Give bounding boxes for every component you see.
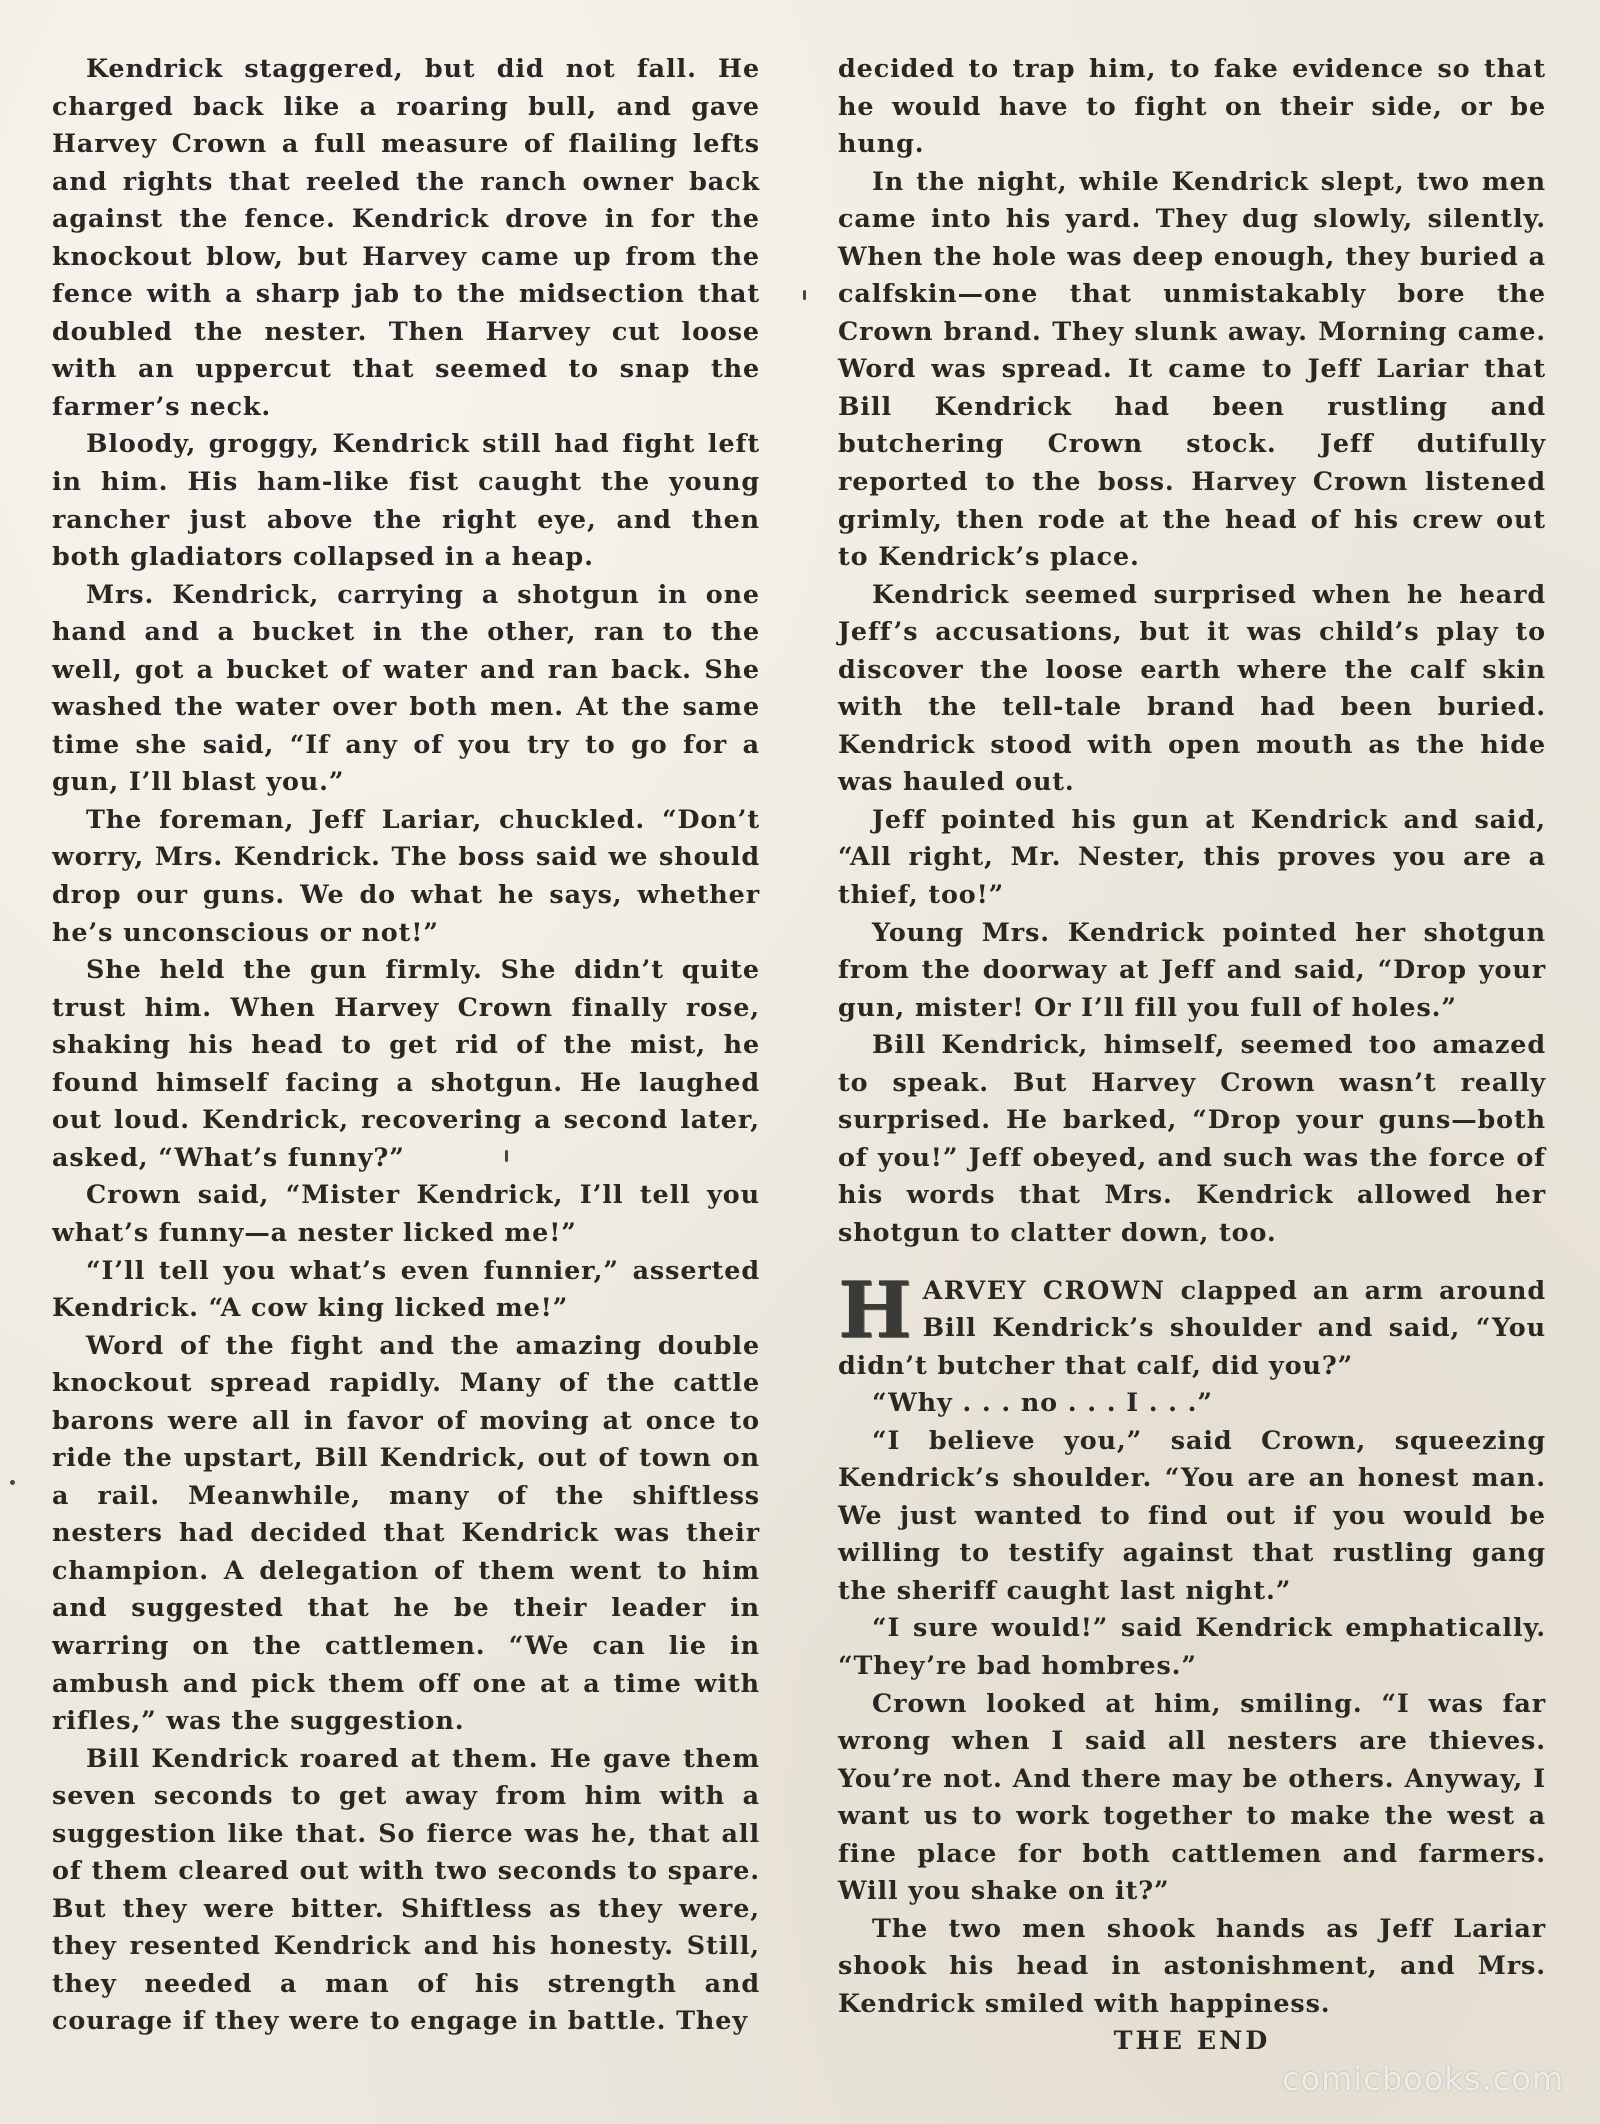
watermark-text: comicbooks.com xyxy=(1281,2060,1564,2098)
story-paragraph: “I sure would!” said Kendrick emphatically. “They’re bad hombres.” xyxy=(838,1612,1546,1680)
story-paragraph: The foreman, Jeff Lariar, chuckled. “Don’t worry, Mrs. Kendrick. The boss said we should drop our guns. We do what he says, whether he’s unconscious or not!” xyxy=(52,803,760,947)
story-paragraph: Young Mrs. Kendrick pointed her shotgun from the doorway at Jeff and said, “Drop your gun, mister! Or I’ll fill you full of holes.” xyxy=(838,916,1546,1022)
story-paragraph: Word of the fight and the amazing double knockout spread rapidly. Many of the cattle barons were all in favor of moving at once to ride the upstart, Bill Kendrick, out of town on a rail. Meanwhile, many of the shiftless nesters had decided that Kendrick was their champion. A delegation of them went to him and suggested that he be their leader in warring on the cattlemen. “We can lie in ambush and pick them off one at a time with rifles,” was the suggestion. xyxy=(52,1329,760,1736)
story-paragraph: “I believe you,” said Crown, squeezing Kendrick’s shoulder. “You are an honest man. We just wanted to find out if you would be willing to testify against that rustling gang the sheriff caught last night.” xyxy=(838,1424,1546,1605)
story-paragraph: Crown said, “Mister Kendrick, I’ll tell you what’s funny—a nester licked me!” xyxy=(52,1179,760,1247)
story-paragraph: Bill Kendrick roared at them. He gave them seven seconds to get away from him with a suggestion like that. So fierce was he, that all of them cleared out with two seconds to spare. But they were bitter. Shiftless as they were, they resented Kendrick and his honesty. Still, they needed a man of his strength and courage if they were to engage in battle. They xyxy=(52,1742,760,2036)
paper-speck xyxy=(803,290,806,300)
story-paragraph: decided to trap him, to fake evidence so that he would have to fight on their side, or be hung. xyxy=(838,53,1546,159)
lead-caps: ARVEY CROWN xyxy=(922,1274,1166,1305)
story-paragraph: In the night, while Kendrick slept, two men came into his yard. They dug slowly, silently. When the hole was deep enough, they buried a calfskin—one that unmistakably bore the Crown brand. They slunk away. Morning came. Word was spread. It came to Jeff Lariar that Bill Kendrick had been rustling and butchering Crown stock. Jeff dutifully reported to the boss. Harvey Crown listened grimly, then rode at the head of his crew out to Kendrick’s place. xyxy=(838,165,1546,572)
right-column xyxy=(838,50,1546,2060)
left-column xyxy=(52,50,760,2040)
opening-text: clapped an arm around Bill Kendrick’s shoulder and said, “You didn’t butcher that calf, did you?” xyxy=(838,1274,1546,1380)
story-paragraph: Jeff pointed his gun at Kendrick and said, “All right, Mr. Nester, this proves you are a thief, too!” xyxy=(838,803,1546,910)
story-paragraph: Kendrick seemed surprised when he heard Jeff’s accusations, but it was child’s play to discover the loose earth where the calf skin with the tell-tale brand had been buried. Kendrick stood with open mouth as the hide was hauled out. xyxy=(838,578,1546,797)
story-paragraph: She held the gun firmly. She didn’t quite trust him. When Harvey Crown finally rose, shaking his head to get rid of the mist, he found himself facing a shotgun. He laughed out loud. Kendrick, recovering a second later, asked, “What’s funny?” xyxy=(52,954,760,1172)
section-break xyxy=(838,1252,1546,1272)
story-paragraph: Kendrick staggered, but did not fall. He charged back like a roaring bull, and gave Harvey Crown a full measure of flailing lefts and rights that reeled the ranch owner back against the fence. Kendrick drove in for the knockout blow, but Harvey came up from the fence with a sharp jab to the midsection that doubled the nester. Then Harvey cut loose with an uppercut that seemed to snap the farmer’s neck. xyxy=(52,53,760,421)
section-opening-paragraph xyxy=(838,1264,1546,1385)
story-paragraph: “Why . . . no . . . I . . .” xyxy=(872,1387,1213,1418)
story-paragraph: Mrs. Kendrick, carrying a shotgun in one hand and a bucket in the other, ran to the well, got a bucket of water and ran back. She washed the water over both men. At the same time she said, “If any of you try to go for a gun, I’ll blast you.” xyxy=(52,578,760,797)
story-paragraph: Bill Kendrick, himself, seemed too amazed to speak. But Harvey Crown wasn’t really surprised. He barked, “Drop your guns—both of you!” Jeff obeyed, and such was the force of his words that Mrs. Kendrick allowed her shotgun to clatter down, too. xyxy=(838,1029,1546,1247)
paper-speck xyxy=(505,1150,508,1162)
drop-cap: H xyxy=(838,1264,913,1356)
story-paragraph: “I’ll tell you what’s even funnier,” asserted Kendrick. “A cow king licked me!” xyxy=(52,1254,760,1323)
paper-speck xyxy=(10,1480,15,1485)
the-end-label: THE END xyxy=(1113,2025,1271,2056)
story-paragraph: Crown looked at him, smiling. “I was far wrong when I said all nesters are thieves. You’re not. And there may be others. Anyway, I want us to work together to make the west a fine place for both cattlemen and farmers. Will you shake on it?” xyxy=(838,1687,1546,1906)
story-paragraph: The two men shook hands as Jeff Lariar shook his head in astonishment, and Mrs. Kendrick smiled with happiness. xyxy=(838,1912,1546,2018)
story-paragraph: Bloody, groggy, Kendrick still had fight left in him. His ham-like fist caught the young rancher just above the right eye, and then both gladiators collapsed in a heap. xyxy=(52,428,760,572)
